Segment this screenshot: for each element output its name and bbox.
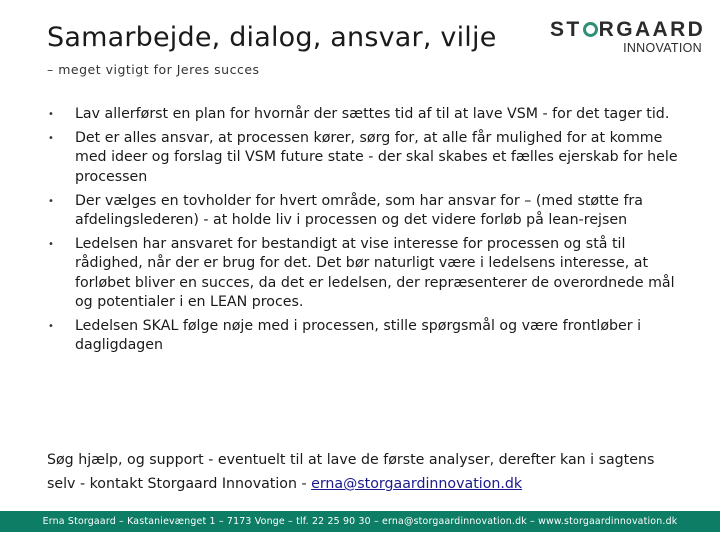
logo-text-part1: ST xyxy=(550,18,582,41)
logo-text-part2: RGAARD xyxy=(598,18,706,41)
logo-wordmark xyxy=(550,18,705,42)
storgaard-innovation-logo xyxy=(550,18,706,58)
list-item xyxy=(48,317,688,355)
slide-title: Samarbejde, dialog, ansvar, vilje xyxy=(47,22,497,53)
email-link[interactable]: erna@storgaardinnovation.dk xyxy=(311,476,523,492)
logo-ring-icon xyxy=(583,22,598,37)
list-item xyxy=(48,235,688,312)
slide-subtitle: – meget vigtigt for Jeres succes xyxy=(47,62,260,77)
help-text: Søg hjælp, og support - eventuelt til at lave de første analyser, derefter kan i sagtens selv - kontakt Storgaard Innovation - xyxy=(47,452,655,492)
bullet-text: Det er alles ansvar, at processen kører, sørg for, at alle får mulighed for at komme med ideer og forslag til VSM future state - der skal skabes et fælles ejerskab for hele processen xyxy=(75,130,678,185)
bullet-icon: • xyxy=(48,195,54,207)
bullet-text: Lav allerførst en plan for hvornår der sættes tid af til at lave VSM - for det tager tid. xyxy=(75,106,670,122)
bullet-icon: • xyxy=(48,133,54,145)
logo-subtext: INNOVATION xyxy=(623,41,702,55)
bullet-text: Ledelsen har ansvaret for bestandigt at vise interesse for processen og stå til rådighed, når der er brug for det. Det bør naturligt være i ledelsens interesse, at forløbet bliver en succes, da det er ledelsen, der repræsenterer de overordnede mål og potentialer i en LEAN proces. xyxy=(75,236,675,310)
bullet-icon: • xyxy=(48,321,54,333)
bullet-icon: • xyxy=(48,109,54,120)
list-item xyxy=(48,192,688,230)
list-item xyxy=(48,105,688,124)
list-item xyxy=(48,129,688,187)
bullet-icon: • xyxy=(48,239,54,251)
bullet-text: Der vælges en tovholder for hvert område, som har ansvar for – (med støtte fra afdelingslederen) - at holde liv i processen og det videre forløb på lean-rejsen xyxy=(75,192,643,229)
footer-contact-text: Erna Storgaard – Kastanievænget 1 – 7173 Vonge – tlf. 22 25 90 30 – erna@storgaardinnovation.dk – www.storgaardinnovation.dk xyxy=(42,516,678,527)
bullet-list xyxy=(48,105,688,360)
footer-bar xyxy=(0,511,720,532)
help-paragraph xyxy=(47,448,687,496)
bullet-text: Ledelsen SKAL følge nøje med i processen, stille spørgsmål og være frontløber i dagligdagen xyxy=(75,318,642,354)
